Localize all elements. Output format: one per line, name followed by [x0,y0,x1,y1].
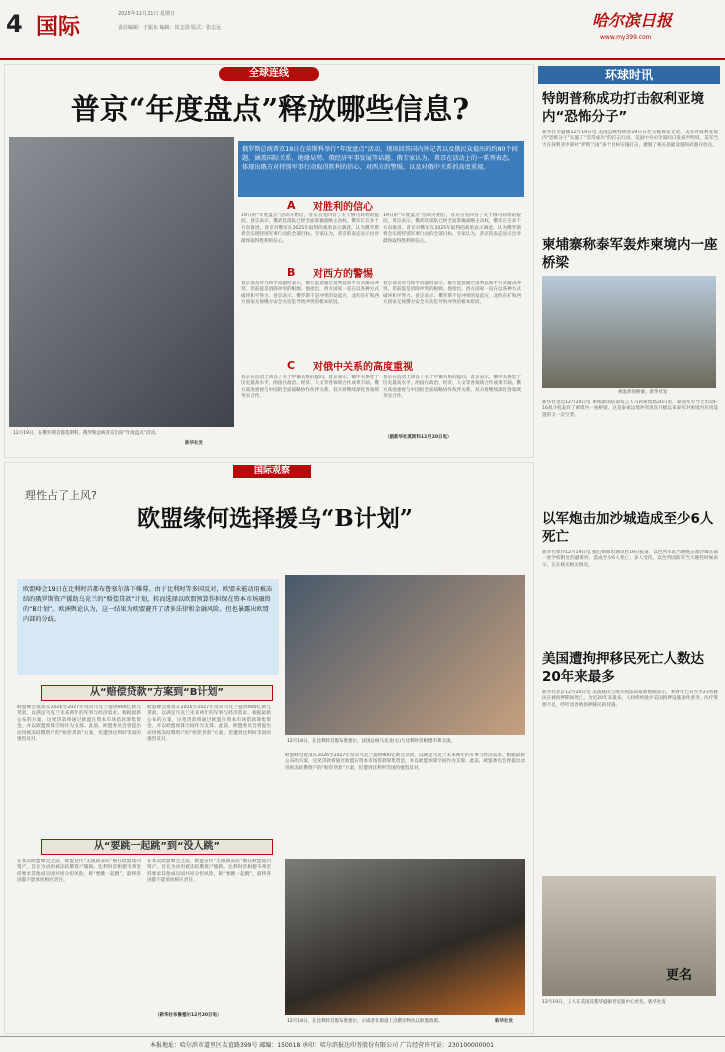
sub-b-letter: B [287,266,296,279]
protest-photo-credit: 新华社发 [495,1019,513,1024]
sub-b-title: 对西方的警惕 [313,269,373,280]
sidebar [538,64,720,1032]
sub-c-title: 对俄中关系的高度重视 [313,362,413,373]
kennedy-center-photo-label: 更名 [666,968,693,983]
body-c-col2: 普京在活动上回答了关于中俄关系的提问。普京表示，俄中关系处于历史最高水平，两国在政治、经济、人文等各领域合作成果丰硕。俄方高度重视与中国的全面战略协作伙伴关系，双方将继续深化各领域务实合作。 [383,375,521,400]
body-a-col1: 19日的“年度盘点”活动开始后，普京首先回答了关于俄乌局势的提问。普京表示，俄武装部队已经全面掌握战略主动权，俄军正在多个方向推进。普京对俄军在2025年取得的战果表示满意，认为俄罗斯将会实现特别军事行动的全部目标。专家认为，普京的表态显示出对最终取得胜利的信心。 [241,213,379,244]
editors-line: 责任编辑：于振东 编辑：崔志国 版式：张志远 [118,25,222,31]
putin-photo-caption: 12月19日，在俄罗斯首都莫斯科，俄罗斯总统普京出席“年度盘点”活动。 [13,431,160,436]
masthead [0,0,725,60]
website: www.my399.com [600,34,652,41]
top-story [4,64,534,458]
second-story-kicker: 国际观察 [233,465,311,478]
subhead-1: 从“赔偿贷款”方案到“B计划” [41,685,273,701]
sidebar-item-4-headline: 美国遭拘押移民死亡人数达20年来最多 [542,651,704,685]
section-title: 国际 [36,15,81,40]
footer-rule [0,1036,725,1037]
header-rule [0,58,725,60]
sidebar-item-4-body: 新华社北京12月20日电 美国移民与海关执法局最新数据显示，本财年已有至少23名移民在被拘押期间死亡，为近20年来最多。人权组织批评美国拘押设施条件恶劣、医疗资源不足，呼吁改善被拘押移民的待遇。 [542,690,718,708]
sidebar-item-1-headline: 特朗普称成功打击叙利亚境内“恐怖分子” [542,91,704,125]
body-1-col3: 欧盟峰会批准在2026至2027年度向乌克兰提供900亿欧元贷款，以满足乌克兰未来两年的军事与经济需求。根据最新公布的方案，这笔贷款将通过欧盟在资本市场借款筹集资金，并以欧盟预算空间作为支撑。此前，欧盟委员会曾提出动用被冻结俄资产的“赔偿贷款”方案，但遭到比利时等国的强烈反对。 [285,753,525,771]
protest-photo-caption: 12月18日，在比利时首都布鲁塞尔，示威者在街道上点燃杂物抗议欧盟政策。 [287,1019,443,1024]
sidebar-item-3-body: 新华社加沙12月19日电 据巴勒斯坦通讯社19日报道，以色列军队当晚炮击加沙城东部一处学校附近的避难所，造成至少6人死亡，多人受伤。以色列国防军当天晚些时候表示，正在核实相关情况。 [542,550,718,568]
top-story-lead: 俄罗斯总统普京19日在莫斯科举行“年度盘点”活动，现场回答国内外记者以及俄民众提出的约80个问题，涵盖国际关系、地缘局势、俄经济军事发展等话题。俄专家认为，普京在活动上的一系列表态，体现出俄方对持别军事行动取得胜利的信心、对西方的警惕，以及对俄中关系的高度重视。 [238,141,524,197]
sub-a-title: 对胜利的信心 [313,202,373,213]
top-story-kicker: 全球连线 [219,67,319,81]
macron-photo-caption: 12月18日，在比利时首都布鲁塞尔，法国总统马克龙(右)与比利时首相德韦弗交谈。 [287,739,455,744]
putin-photo-credit: 新华社发 [185,441,203,446]
body-2-col1: 在本次欧盟峰会之前，欧盟宣传“无限期冻结”俄在欧盟境内资产，旨在为动用被冻结俄资产铺路。比利时首相德韦弗坚持要求其他成员国共同分担风险，称“要跳一起跳”，最终各国都不愿承担相应责任。 [17,859,141,884]
macron-photo [285,575,525,735]
sidebar-item-2-headline: 柬埔寨称泰军轰炸柬境内一座桥梁 [542,237,718,271]
sidebar-item-1-body: 新华社华盛顿12月19日电 美国总统特朗普19日在社交媒体发文说，美军对叙利亚境内“恐怖分子”实施了“非常成功”的打击行动。美国中央司令部同日发表声明说，美军当天在叙利亚中部对“伊斯兰国”多个目标实施打击，摧毁了相关基础设施和武器存放点。 [542,130,718,148]
paper-logo: 哈尔滨日报 [592,11,673,30]
body-b-col2: 普京谈及对乌和平问题时表示，俄方愿意通过谈判以和平方式解决冲突，但前提是消除冲突的根源。他指出，西方国家一直在以各种方式破坏和平努力。普京表示，俄罗斯不是冲突的发起方，北约东扩和西方国家无视俄方安全关切是导致冲突的根本原因。 [383,281,521,306]
sidebar-title: 环球时讯 [538,66,720,84]
footer-text: 本报地址：哈尔滨市道里区友谊路399号 邮编：150018 承印：哈尔滨报达印务股份有限公司 广告经营许可证：230100000001 [150,1042,494,1049]
bridge-photo [542,276,716,388]
protest-photo [285,859,525,1015]
subhead-2: 从“要跳一起跳”到“没人跳” [41,839,273,855]
kennedy-center-caption: 12月19日，工人在美国首都华盛顿肯尼迪中心更名。新华社发 [542,1000,666,1005]
putin-photo [9,137,234,427]
second-story-lead: 欧盟峰会19日在比利时首都布鲁塞尔落下帷幕。由于比利时等多国反对，欧盟未能动用被冻结的俄罗斯资产援助乌克兰的“赔偿贷款”计划，转而选择以欧盟预算作担保在资本市场融资的“B计划”。欧洲舆论认为，这一结果为欧盟避开了诸多法律和金融风险，但也暴露出欧盟内部的分歧。 [17,579,279,675]
second-story-overline: 理性占了上风? [25,489,97,502]
body-2-col2: 在本次欧盟峰会之前，欧盟宣传“无限期冻结”俄在欧盟境内资产，旨在为动用被冻结俄资产铺路。比利时首相德韦弗坚持要求其他成员国共同分担风险，称“要跳一起跳”，最终各国都不愿承担相应责任。 [147,859,271,884]
sidebar-item-3-headline: 以军炮击加沙城造成至少6人死亡 [542,511,714,545]
second-story-credit: （新华社布鲁塞尔12月20日电） [155,1013,222,1018]
body-1-col2: 欧盟峰会批准在2026至2027年度向乌克兰提供900亿欧元贷款，以满足乌克兰未来两年的军事与经济需求。根据最新公布的方案，这笔贷款将通过欧盟在资本市场借款筹集资金，并以欧盟预算空间作为支撑。此前，欧盟委员会曾提出动用被冻结俄资产的“赔偿贷款”方案，但遭到比利时等国的强烈反对。 [147,705,271,743]
second-story [4,462,534,1034]
body-c-col1: 普京在活动上回答了关于中俄关系的提问。普京表示，俄中关系处于历史最高水平，两国在政治、经济、人文等各领域合作成果丰硕。俄方高度重视与中国的全面战略协作伙伴关系，双方将继续深化各领域务实合作。 [241,375,379,400]
body-1-col1: 欧盟峰会批准在2026至2027年度向乌克兰提供900亿欧元贷款，以满足乌克兰未来两年的军事与经济需求。根据最新公布的方案，这笔贷款将通过欧盟在资本市场借款筹集资金，并以欧盟预算空间作为支撑。此前，欧盟委员会曾提出动用被冻结俄资产的“赔偿贷款”方案，但遭到比利时等国的强烈反对。 [17,705,141,743]
top-story-headline: 普京“年度盘点”释放哪些信息? [70,92,470,126]
bridge-photo-caption: 被轰炸的桥梁。新华社发 [618,390,668,395]
body-a-col2: 19日的“年度盘点”活动开始后，普京首先回答了关于俄乌局势的提问。普京表示，俄武装部队已经全面掌握战略主动权，俄军正在多个方向推进。普京对俄军在2025年取得的战果表示满意，认为俄罗斯将会实现特别军事行动的全部目标。专家认为，普京的表态显示出对最终取得胜利的信心。 [383,213,521,244]
sub-a-letter: A [287,199,296,212]
second-story-headline: 欧盟缘何选择援乌“B计划” [137,505,413,532]
top-story-credit: （据新华社莫斯科12月20日电） [385,435,452,440]
body-b-col1: 普京谈及对乌和平问题时表示，俄方愿意通过谈判以和平方式解决冲突，但前提是消除冲突的根源。他指出，西方国家一直在以各种方式破坏和平努力。普京表示，俄罗斯不是冲突的发起方，北约东扩和西方国家无视俄方安全关切是导致冲突的根本原因。 [241,281,379,306]
sub-c-letter: C [287,359,296,372]
page-number: 4 [6,10,23,38]
sidebar-item-2-body: 新华社金边12月20日电 柬埔寨国防部发言人马莉索凯塔20日说，泰国军方当天出动F-16战斗机轰炸了柬境内一座桥梁。这是泰柬边境冲突再次升级以来泰军对柬境内民用设施的又一次空袭。 [542,400,718,418]
date-line: 2025年12月21日 星期日 [118,11,176,17]
